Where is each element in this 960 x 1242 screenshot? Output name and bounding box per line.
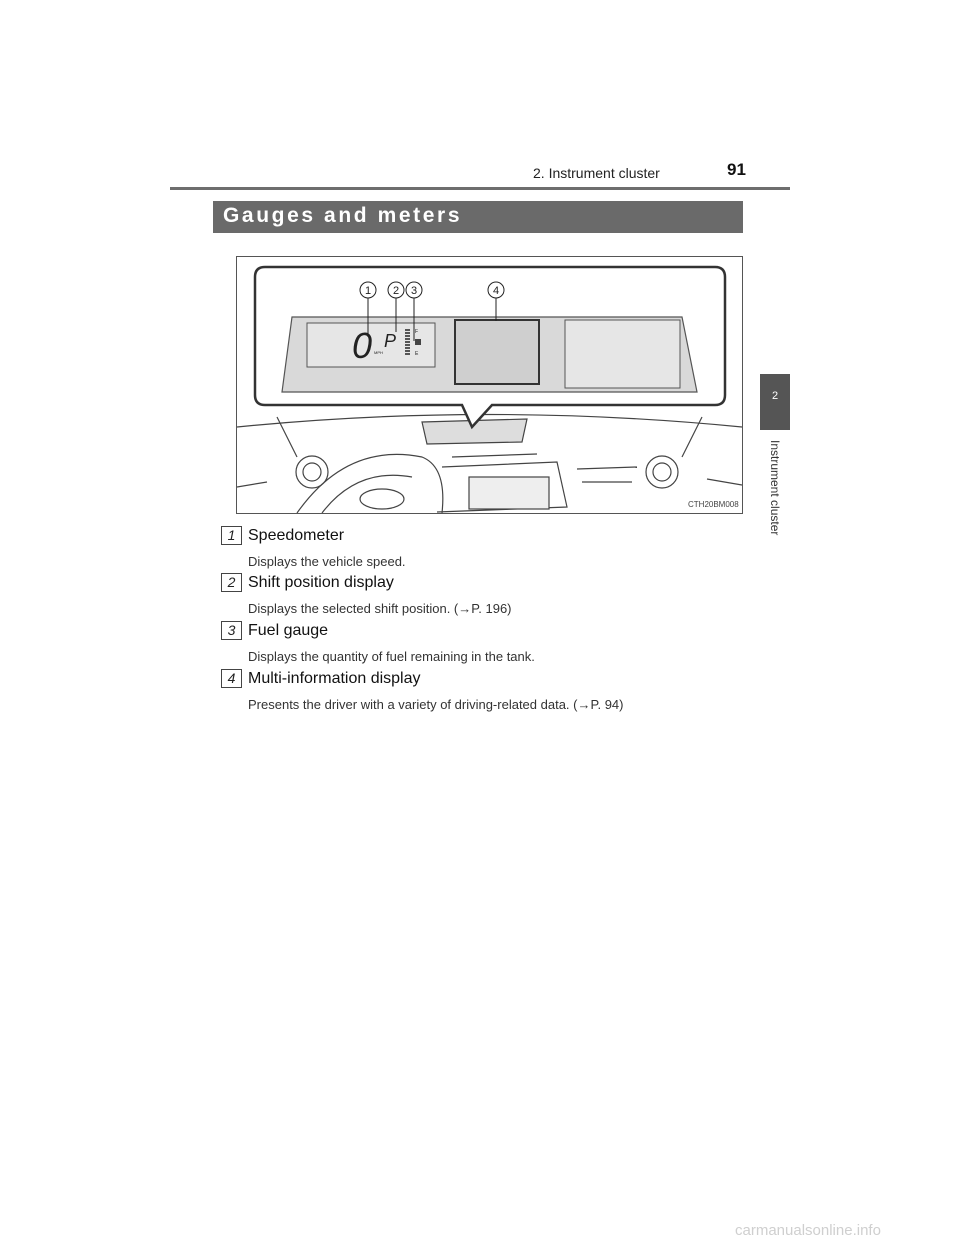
fuel-pump-icon: [415, 339, 421, 345]
item-title: Shift position display: [248, 574, 394, 591]
callout-label-4: 4: [492, 285, 500, 297]
display-gear: P: [384, 331, 397, 351]
lcd-panel-right: [565, 320, 680, 388]
item-number: 2: [221, 573, 242, 592]
multi-info-display: [455, 320, 539, 384]
display-speed: 0: [352, 325, 373, 366]
item-description: Displays the vehicle speed.: [248, 554, 406, 569]
item-number: 4: [221, 669, 242, 688]
item-description: Displays the selected shift position. (→P. 196): [248, 601, 512, 616]
dashboard-drawing: [237, 415, 742, 514]
fuel-empty-label: E: [415, 351, 419, 357]
side-tab-block: [760, 374, 790, 430]
fuel-full-label: F: [415, 329, 419, 335]
watermark-link[interactable]: carmanualsonline.info: [735, 1222, 881, 1239]
fuel-gauge-bars: [405, 329, 410, 355]
item-number: 3: [221, 621, 242, 640]
item-description: Displays the quantity of fuel remaining in the tank.: [248, 649, 535, 664]
display-unit: MPH: [374, 350, 383, 355]
cluster-drawing: [237, 257, 742, 513]
item-title: Fuel gauge: [248, 622, 329, 639]
item-title: Multi-information display: [248, 670, 421, 687]
callout-label-3: 3: [410, 285, 418, 297]
header-section-title: 2. Instrument cluster: [533, 165, 660, 181]
item-number: 1: [221, 526, 242, 545]
instrument-cluster-illustration: [236, 256, 743, 514]
figure-code: CTH20BM008: [688, 500, 739, 509]
section-title: Gauges and meters: [223, 204, 463, 227]
callout-label-2: 2: [392, 285, 400, 297]
item-description: Presents the driver with a variety of driving-related data. (→P. 94): [248, 697, 624, 712]
page-number: 91: [727, 160, 746, 179]
chapter-label: Instrument cluster: [768, 440, 782, 536]
header-rule: [170, 187, 790, 190]
chapter-number: 2: [771, 390, 779, 402]
callout-label-1: 1: [364, 285, 372, 297]
item-title: Speedometer: [248, 527, 345, 544]
